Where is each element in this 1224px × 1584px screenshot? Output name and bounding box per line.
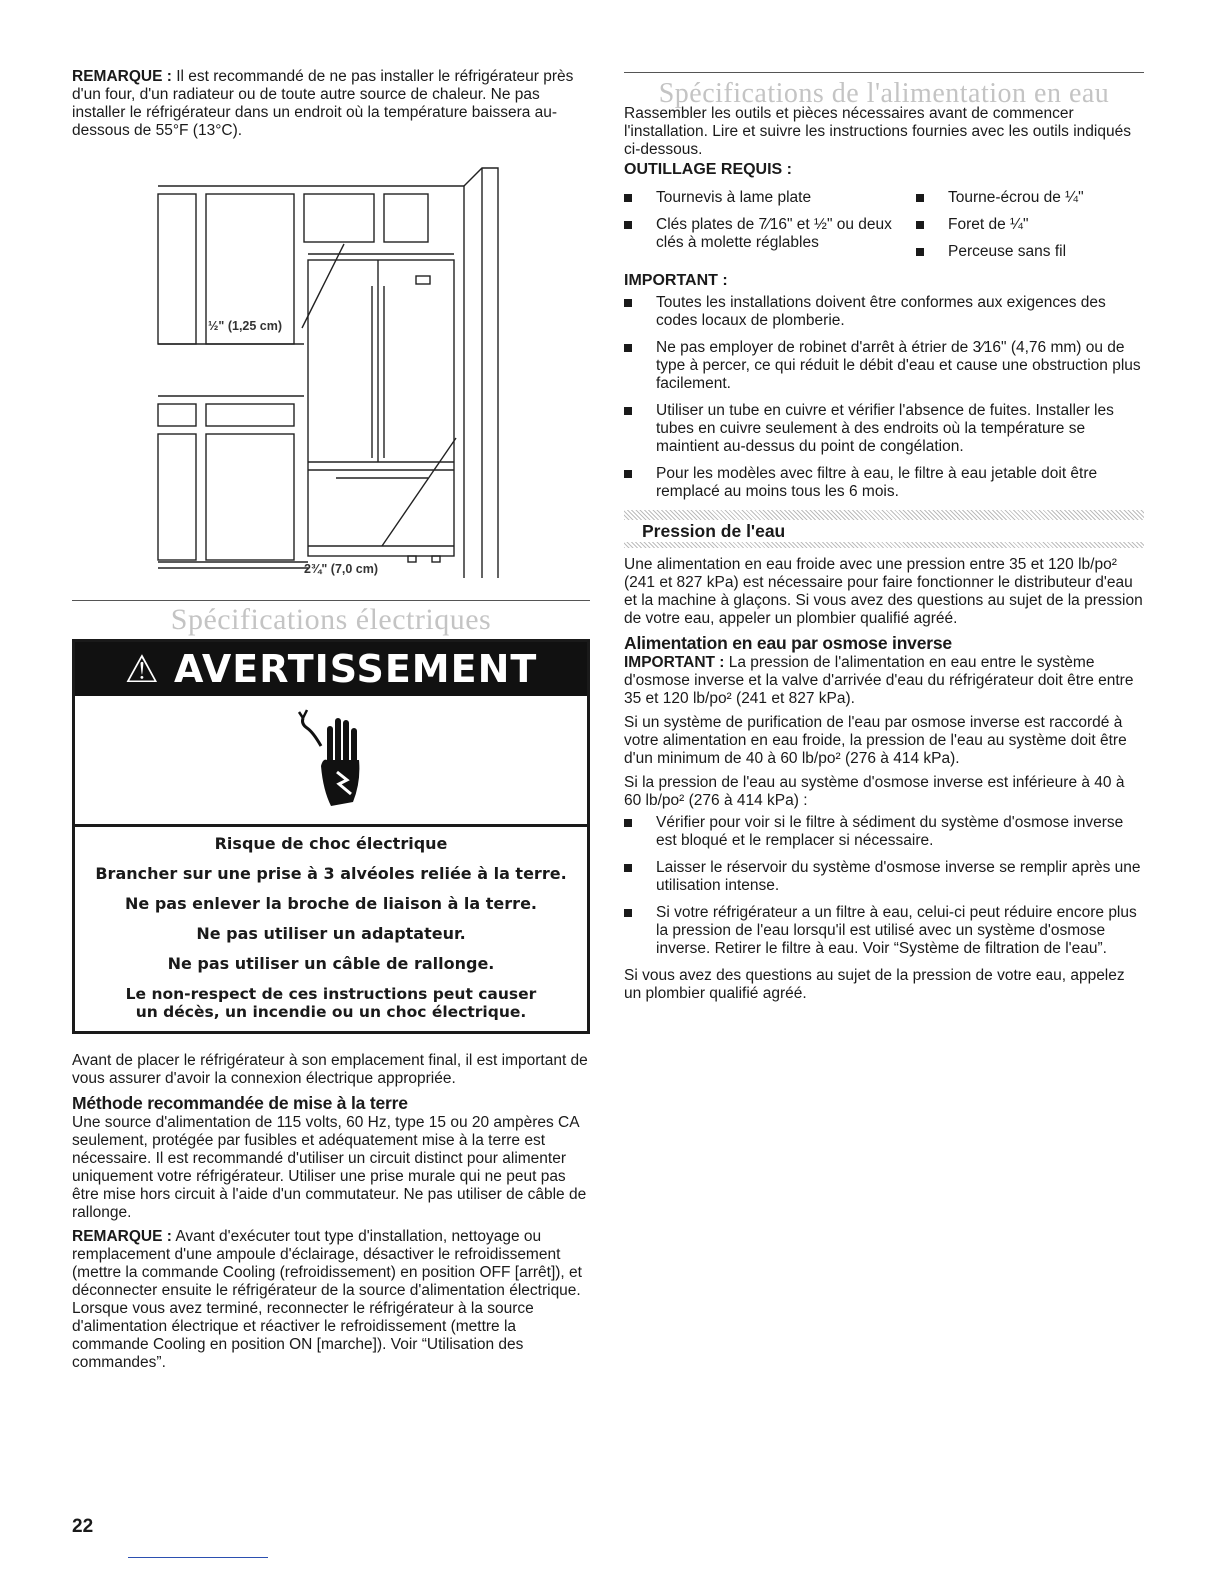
section-divider bbox=[72, 600, 590, 601]
pressure-title: Pression de l'eau bbox=[642, 521, 786, 541]
right-column bbox=[624, 0, 1144, 1003]
important-item: Ne pas employer de robinet d'arrêt à étrier de 3⁄16" (4,76 mm) ou de type à percer, ce qui réduit le débit d'eau et cause une obstruction plus facilement. bbox=[624, 339, 1144, 393]
dimension-top-label: ½" (1,25 cm) bbox=[208, 319, 283, 333]
tool-item: Tourne-écrou de ¼" bbox=[916, 189, 1144, 207]
tool-item: Clés plates de 7⁄16" et ½" ou deux clés à molette réglables bbox=[624, 216, 916, 252]
footer-line bbox=[128, 1557, 268, 1558]
warning-triangle-icon: ⚠ bbox=[124, 647, 160, 691]
warning-line: Ne pas enlever la broche de liaison à la terre. bbox=[125, 894, 537, 913]
note-label: REMARQUE : bbox=[72, 68, 172, 85]
warning-consequence-1: Le non-respect de ces instructions peut causer bbox=[125, 985, 537, 1003]
warning-box bbox=[72, 639, 590, 1034]
important-item: Toutes les installations doivent être conformes aux exigences des codes locaux de plomberie. bbox=[624, 294, 1144, 330]
note-text: Il est recommandé de ne pas installer le réfrigérateur près d'un four, d'un radiateur ou de toute autre source de chaleur. Ne pas installer le réfrigérateur dans un endroit où la température baissera au-dessous de 55°F (13°C). bbox=[72, 68, 574, 139]
reverse-osmosis-title: Alimentation en eau par osmose inverse bbox=[624, 633, 952, 653]
grounding-text: Une source d'alimentation de 115 volts, 60 Hz, type 15 ou 20 ampères CA seulement, protégée par fusibles et adéquatement mise à la terre est nécessaire. Il est recommandé d'utiliser un circuit distinct pour alimenter uniquement votre réfrigérateur. Utiliser une prise murale qui ne peut pas être mise hors circuit à l'aide d'un commutateur. Ne pas utiliser de câble de rallonge. bbox=[72, 1114, 587, 1221]
important-list bbox=[624, 294, 1144, 501]
refrigerator-drawing bbox=[72, 148, 590, 578]
tool-item: Tournevis à lame plate bbox=[624, 189, 916, 207]
note-paragraph bbox=[72, 68, 590, 140]
important-item: Utiliser un tube en cuivre et vérifier l'absence de fuites. Installer les tubes en cuivre seulement à des endroits où la température se maintient au-dessus du point de congélation. bbox=[624, 402, 1144, 456]
note2-label: REMARQUE : bbox=[72, 1228, 172, 1245]
ro-item: Vérifier pour voir si le filtre à sédiment du système d'osmose inverse est bloqué et le remplacer si nécessaire. bbox=[624, 814, 1144, 850]
warning-line: Ne pas utiliser un adaptateur. bbox=[196, 924, 466, 943]
reverse-osmosis-text-1: Si un système de purification de l'eau par osmose inverse est raccordé à votre alimentation en eau froide, la pression de l'eau au système doit être d'un minimum de 40 à 60 lb/po² (276 à 414 kPa). bbox=[624, 714, 1127, 767]
left-column bbox=[72, 0, 590, 1372]
warning-header-text: AVERTISSEMENT bbox=[174, 647, 538, 691]
closing-text: Si vous avez des questions au sujet de la pression de votre eau, appelez un plombier qualifié agréé. bbox=[624, 967, 1125, 1002]
warning-consequence-2: un décès, un incendie ou un choc électrique. bbox=[135, 1003, 527, 1021]
warning-line: Brancher sur une prise à 3 alvéoles reliée à la terre. bbox=[95, 864, 567, 883]
warning-text bbox=[75, 827, 587, 1031]
pressure-rule-bottom bbox=[624, 542, 1144, 548]
tools-title: OUTILLAGE REQUIS : bbox=[624, 161, 792, 178]
electrical-specs-title: Spécifications électriques bbox=[170, 603, 492, 636]
important-item: Pour les modèles avec filtre à eau, le filtre à eau jetable doit être remplacé au moins tous les 6 mois. bbox=[624, 465, 1144, 501]
pressure-rule-top bbox=[624, 510, 1144, 520]
ro-item: Laisser le réservoir du système d'osmose inverse se remplir après une utilisation intense. bbox=[624, 859, 1144, 895]
warning-header bbox=[75, 642, 587, 696]
water-specs-title: Spécifications de l'alimentation en eau bbox=[658, 78, 1110, 109]
tools-list bbox=[624, 189, 1144, 270]
reverse-osmosis-important bbox=[624, 654, 1144, 708]
electrical-intro: Avant de placer le réfrigérateur à son emplacement final, il est important de vous assurer d'avoir la connexion électrique appropriée. bbox=[72, 1052, 588, 1087]
electric-shock-hand-icon bbox=[293, 706, 373, 816]
tool-item: Foret de ¼" bbox=[916, 216, 1144, 234]
ro-item: Si votre réfrigérateur a un filtre à eau, celui-ci peut réduire encore plus la pression de l'eau lorsqu'il est utilisé avec un système d'osmose inverse. Retirer le filtre à eau. Voir “Système de filtration de l'eau”. bbox=[624, 904, 1144, 958]
tools-list-right bbox=[916, 189, 1144, 270]
ro-important-label: IMPORTANT : bbox=[624, 654, 725, 671]
warning-line: Risque de choc électrique bbox=[214, 834, 448, 853]
warning-line: Ne pas utiliser un câble de rallonge. bbox=[167, 954, 495, 973]
section-divider bbox=[624, 72, 1144, 73]
note2-paragraph bbox=[72, 1228, 590, 1372]
warning-icon-zone bbox=[75, 696, 587, 827]
page-number: 22 bbox=[72, 1516, 94, 1537]
water-intro: Rassembler les outils et pièces nécessaires avant de commencer l'installation. Lire et suivre les instructions fournies avec les outils indiqués ci-dessous. bbox=[624, 105, 1131, 158]
ro-important-text: La pression de l'alimentation en eau entre le système d'osmose inverse et la valve d'arrivée d'eau du réfrigérateur doit être entre 35 et 120 lb/po² (241 et 827 kPa). bbox=[624, 654, 1134, 707]
note2-text: Avant d'exécuter tout type d'installation, nettoyage ou remplacement d'une ampoule d'éclairage, désactiver le refroidissement (mettre la commande Cooling (refroidissement) en position OFF [arrêt]), et déconnecter ensuite le réfrigérateur de la source d'alimentation électrique. Lorsque vous avez terminé, reconnecter le réfrigérateur à la source d'alimentation électrique et réactiver le refroidissement (mettre la commande Cooling en position ON [marche]). Voir “Utilisation des commandes”. bbox=[72, 1228, 582, 1371]
reverse-osmosis-list bbox=[624, 814, 1144, 958]
warning-consequence bbox=[83, 985, 579, 1021]
reverse-osmosis-text-2: Si la pression de l'eau au système d'osmose inverse est inférieure à 40 à 60 lb/po² (276 à 414 kPa) : bbox=[624, 774, 1125, 809]
dimension-bottom-label: 2¾" (7,0 cm) bbox=[304, 562, 379, 576]
tool-item: Perceuse sans fil bbox=[916, 243, 1144, 261]
refrigerator-figure bbox=[72, 148, 590, 578]
grounding-title: Méthode recommandée de mise à la terre bbox=[72, 1093, 408, 1113]
pressure-text: Une alimentation en eau froide avec une pression entre 35 et 120 lb/po² (241 et 827 kPa) est nécessaire pour faire fonctionner le distributeur d'eau et la machine à glaçons. Si vous avez des questions au sujet de la pression de votre eau, appeler un plombier qualifié agréé. bbox=[624, 556, 1143, 627]
tools-list-left bbox=[624, 189, 916, 270]
important-title: IMPORTANT : bbox=[624, 272, 728, 289]
